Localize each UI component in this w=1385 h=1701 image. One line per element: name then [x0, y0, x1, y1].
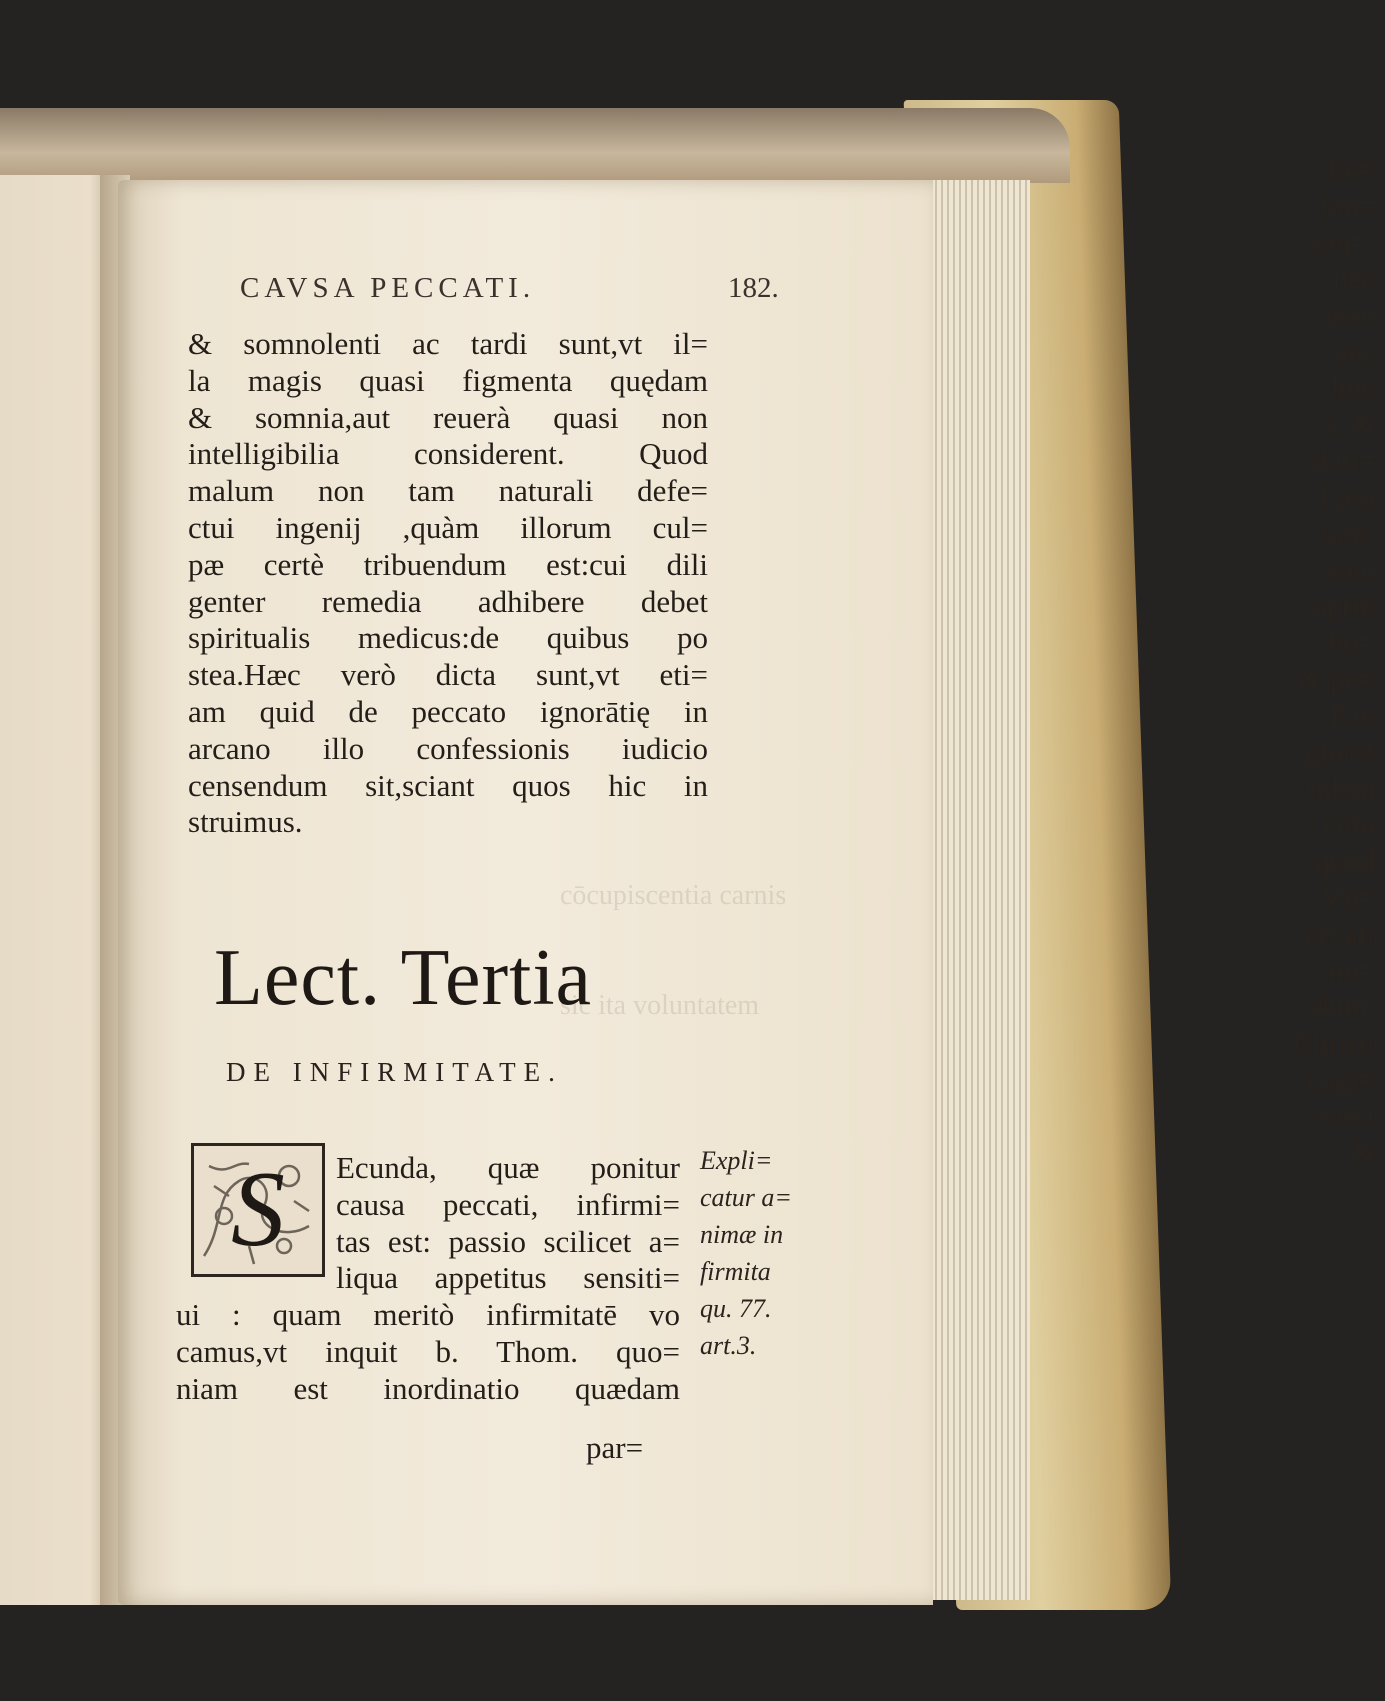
- margin-note-line: Expli=: [700, 1146, 773, 1175]
- body-line: am quid de peccato ignorātię in: [188, 693, 708, 729]
- left-page-text: [1263, 152, 1375, 1171]
- catchword: par=: [586, 1430, 644, 1465]
- left-page-line: & pe=: [1298, 662, 1375, 696]
- left-page-line: sis.: [1335, 335, 1375, 369]
- lecture-subheading: DE INFIRMITATE.: [226, 1057, 563, 1087]
- left-page-line: crassi: [1306, 1099, 1375, 1133]
- left-page-line: tam:: [1321, 517, 1375, 551]
- body-line: censendum sit,sciant quos hic in: [188, 767, 708, 803]
- left-page-line: ho=: [1328, 626, 1375, 660]
- body-line: & somnia,aut reuerà quasi non: [188, 399, 708, 435]
- section-line: tas est: passio scilicet a=: [336, 1223, 680, 1259]
- body-line: malum non tam naturali defe=: [188, 473, 708, 509]
- section-line: niam est inordinatio quædam: [176, 1370, 680, 1406]
- initial-letter: S: [231, 1150, 285, 1269]
- body-line: arcano illo confessionis iudicio: [188, 730, 708, 766]
- page-number: 182.: [728, 272, 779, 304]
- left-page-line: san=.: [1310, 225, 1375, 259]
- body-line: la magis quasi figmenta quędam: [188, 362, 708, 398]
- section-line: Ecunda, quæ ponitur: [336, 1150, 680, 1185]
- left-page-line: ton=: [1319, 189, 1375, 223]
- margin-note-line: qu. 77.: [700, 1294, 772, 1323]
- body-line: spiritualis medicus:de quibus po: [188, 620, 708, 656]
- margin-note-line: art.3.: [700, 1331, 757, 1360]
- left-page-line: diui=: [1311, 444, 1375, 478]
- bleed-through-text: cōcupiscentia carnis: [560, 880, 787, 911]
- left-page: [0, 175, 112, 1605]
- left-page-line: l pro: [1319, 480, 1375, 514]
- left-page-line: ndem: [1308, 771, 1375, 805]
- body-line: intelligibilia considerent. Quod: [188, 436, 708, 472]
- marginal-note: [700, 1142, 792, 1364]
- section-text: [176, 1150, 680, 1408]
- left-page-line: Vn=: [1321, 881, 1375, 915]
- left-page-line: Christi: [1293, 1026, 1375, 1060]
- body-line: & somnolenti ac tardi sunt,vt il=: [188, 326, 708, 361]
- left-page-line: esse: [1325, 298, 1375, 332]
- left-page-line: &: [1351, 1135, 1375, 1169]
- left-page-line: gloriā: [1305, 735, 1375, 769]
- margin-note-line: nimæ in: [700, 1220, 784, 1249]
- left-page-line: he=: [1329, 153, 1375, 186]
- top-edge: [0, 108, 1070, 183]
- body-line: struimus.: [188, 804, 303, 840]
- left-page-line: , siue: [1311, 553, 1375, 587]
- section-line: ui : quam meritò infirmitatē vo: [176, 1297, 680, 1333]
- left-page-line: : nec: [1317, 262, 1375, 296]
- body-line: pæ certè tribuendum est:cui dili: [188, 546, 708, 582]
- lecture-heading: Lect. Tertia: [214, 934, 593, 1022]
- page-fore-edge: [925, 180, 1030, 1600]
- left-page-line: dum,: [1314, 990, 1375, 1024]
- margin-note-line: firmita: [700, 1257, 771, 1286]
- body-line: ctui ingenij ,quàm illorum cul=: [188, 509, 708, 545]
- section-line: causa peccati, infirmi=: [336, 1186, 680, 1222]
- running-head: CAVSA PECCATI.: [240, 272, 536, 304]
- left-page-line: cogi=: [1306, 1063, 1375, 1097]
- body-line: stea.Hæc verò dicta sunt,vt eti=: [188, 657, 708, 693]
- left-page-line: quòd: [1315, 844, 1375, 878]
- body-line: genter remedia adhibere debet: [188, 583, 708, 619]
- left-page-line: opriū: [1311, 589, 1375, 623]
- left-page-line: s, &: [1324, 407, 1375, 441]
- left-page-line: : cùm: [1307, 808, 1375, 842]
- left-page-line: t Pau: [1314, 699, 1375, 733]
- left-page-line: nu=: [1328, 953, 1375, 987]
- margin-note-line: catur a=: [700, 1183, 792, 1212]
- body-text: [188, 326, 708, 841]
- left-page-line: , hoc: [1316, 371, 1375, 405]
- section-line: camus,vt inquit b. Thom. quo=: [176, 1333, 680, 1369]
- bleed-through-text: sic ita voluntatem: [560, 990, 760, 1021]
- section-line: liqua appetitus sensiti=: [336, 1260, 680, 1296]
- left-page-line: eccati: [1305, 917, 1375, 951]
